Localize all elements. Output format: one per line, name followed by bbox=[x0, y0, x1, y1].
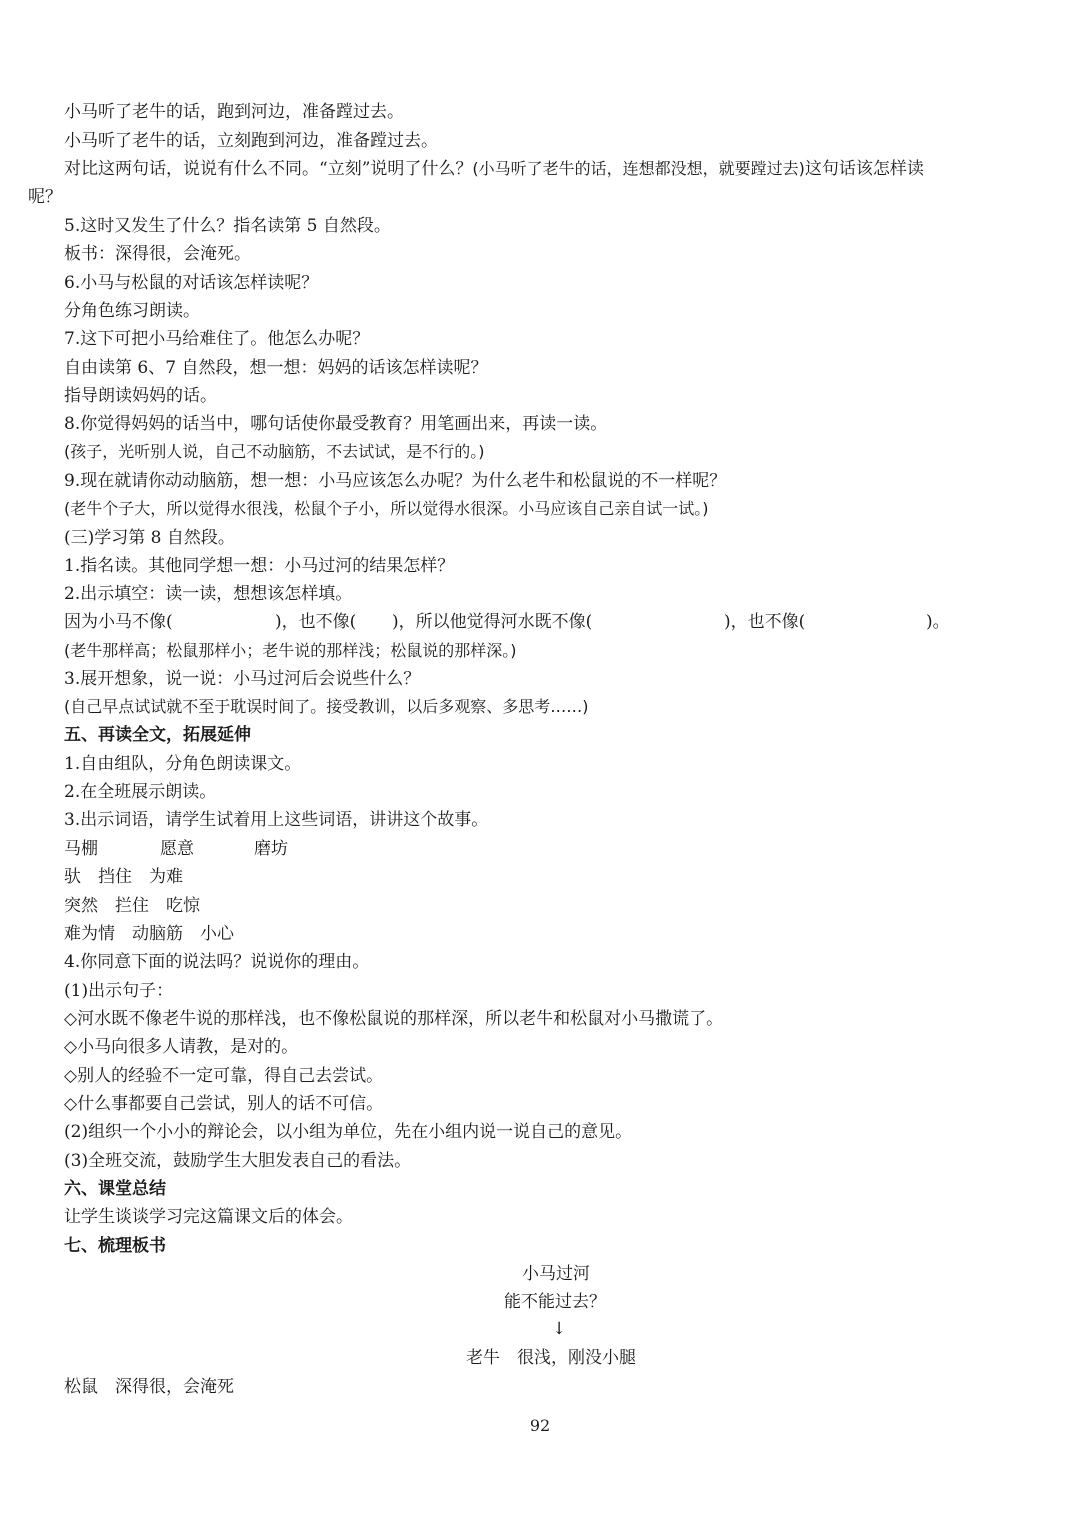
text-line: (三)学习第 8 自然段。 bbox=[64, 528, 235, 548]
compare-part3: 这句话该怎样读 bbox=[804, 159, 924, 179]
text-line: 2.在全班展示朗读。 bbox=[64, 782, 217, 802]
statement-item: ◇别人的经验不一定可靠，得自己去尝试。 bbox=[64, 1066, 384, 1086]
fill-blank-part: 因为小马不像( bbox=[64, 612, 173, 632]
fill-blank-part: )，所以他觉得河水既不像( bbox=[392, 612, 593, 632]
text-line: 呢？ bbox=[28, 187, 62, 207]
text-line: 1.自由组队，分角色朗读课文。 bbox=[64, 754, 302, 774]
board-question: 能不能过去？ bbox=[504, 1292, 606, 1312]
text-line: 让学生谈谈学习完这篇课文后的体会。 bbox=[64, 1207, 353, 1227]
word: 磨坊 bbox=[254, 839, 288, 859]
section-heading: 六、课堂总结 bbox=[64, 1179, 166, 1199]
text-line-compare bbox=[64, 158, 924, 180]
text-line: (1)出示句子： bbox=[64, 981, 174, 1001]
section-heading: 五、再读全文，拓展延伸 bbox=[64, 725, 251, 745]
text-line: 9.现在就请你动动脑筋，想一想：小马应该怎么办呢？为什么老牛和松鼠说的不一样呢？ bbox=[64, 471, 727, 491]
text-line: 8.你觉得妈妈的话当中，哪句话使你最受教育？用笔画出来，再读一读。 bbox=[64, 414, 608, 434]
text-line: 3.展开想象，说一说：小马过河后会说些什么？ bbox=[64, 669, 421, 689]
down-arrow-icon: ↓ bbox=[552, 1319, 567, 1339]
text-line: 1.指名读。其他同学想一想：小马过河的结果怎样？ bbox=[64, 556, 455, 576]
word-line: 驮 挡住 为难 bbox=[64, 867, 183, 887]
text-line: 板书：深得很，会淹死。 bbox=[64, 244, 251, 264]
fill-blank-part: )，也不像( bbox=[275, 612, 357, 632]
statement-item: ◇河水既不像老牛说的那样浅，也不像松鼠说的那样深，所以老牛和松鼠对小马撒谎了。 bbox=[64, 1009, 724, 1029]
board-title: 小马过河 bbox=[522, 1264, 590, 1284]
text-line: 自由读第 6、7 自然段，想一想：妈妈的话该怎样读呢？ bbox=[64, 358, 488, 378]
word-line: 难为情 动脑筋 小心 bbox=[64, 924, 234, 944]
text-line: 7.这下可把小马给难住了。他怎么办呢？ bbox=[64, 329, 370, 349]
word-line: 马棚 bbox=[64, 839, 98, 859]
statement-item: ◇小马向很多人请教，是对的。 bbox=[64, 1037, 299, 1057]
text-line: 6.小马与松鼠的对话该怎样读呢？ bbox=[64, 273, 319, 293]
word: 愿意 bbox=[160, 839, 194, 859]
page-number: 92 bbox=[529, 1416, 551, 1435]
board-line: 老牛 很浅，刚没小腿 bbox=[466, 1348, 636, 1368]
text-line: 4.你同意下面的说法吗？说说你的理由。 bbox=[64, 952, 370, 972]
board-line: 松鼠 深得很，会淹死 bbox=[64, 1377, 234, 1397]
text-line: (3)全班交流，鼓励学生大胆发表自己的看法。 bbox=[64, 1151, 412, 1171]
statement-item: ◇什么事都要自己尝试，别人的话不可信。 bbox=[64, 1094, 384, 1114]
text-line: 5.这时又发生了什么？指名读第 5 自然段。 bbox=[64, 216, 391, 236]
text-line: 分角色练习朗读。 bbox=[64, 301, 200, 321]
fill-blank-part: )，也不像( bbox=[724, 612, 806, 632]
text-line: 3.出示词语，请学生试着用上这些词语，讲讲这个故事。 bbox=[64, 810, 489, 830]
text-line: 指导朗读妈妈的话。 bbox=[64, 386, 217, 406]
compare-part2: (小马听了老牛的话，连想都没想，就要蹚过去) bbox=[472, 159, 805, 178]
text-line-answer: (自己早点试试就不至于耽误时间了。接受教训，以后多观察、多思考……) bbox=[64, 697, 589, 716]
text-line: (2)组织一个小小的辩论会，以小组为单位，先在小组内说一说自己的意见。 bbox=[64, 1122, 633, 1142]
text-line: 小马听了老牛的话，跑到河边，准备蹚过去。 bbox=[64, 102, 404, 122]
text-line: 小马听了老牛的话，立刻跑到河边，准备蹚过去。 bbox=[64, 131, 438, 151]
text-line-answer: (老牛那样高；松鼠那样小；老牛说的那样浅；松鼠说的那样深。) bbox=[64, 641, 517, 660]
text-line-answer: (老牛个子大，所以觉得水很浅，松鼠个子小，所以觉得水很深。小马应该自己亲自试一试。) bbox=[64, 499, 709, 518]
fill-blank-part: )。 bbox=[926, 612, 950, 632]
text-line-answer: (孩子，光听别人说，自己不动脑筋，不去试试，是不行的。) bbox=[64, 442, 485, 461]
text-line: 2.出示填空：读一读，想想该怎样填。 bbox=[64, 584, 353, 604]
compare-part1: 对比这两句话，说说有什么不同。“立刻”说明了什么？ bbox=[64, 159, 473, 179]
section-heading: 七、梳理板书 bbox=[64, 1236, 166, 1256]
word-line: 突然 拦住 吃惊 bbox=[64, 896, 200, 916]
